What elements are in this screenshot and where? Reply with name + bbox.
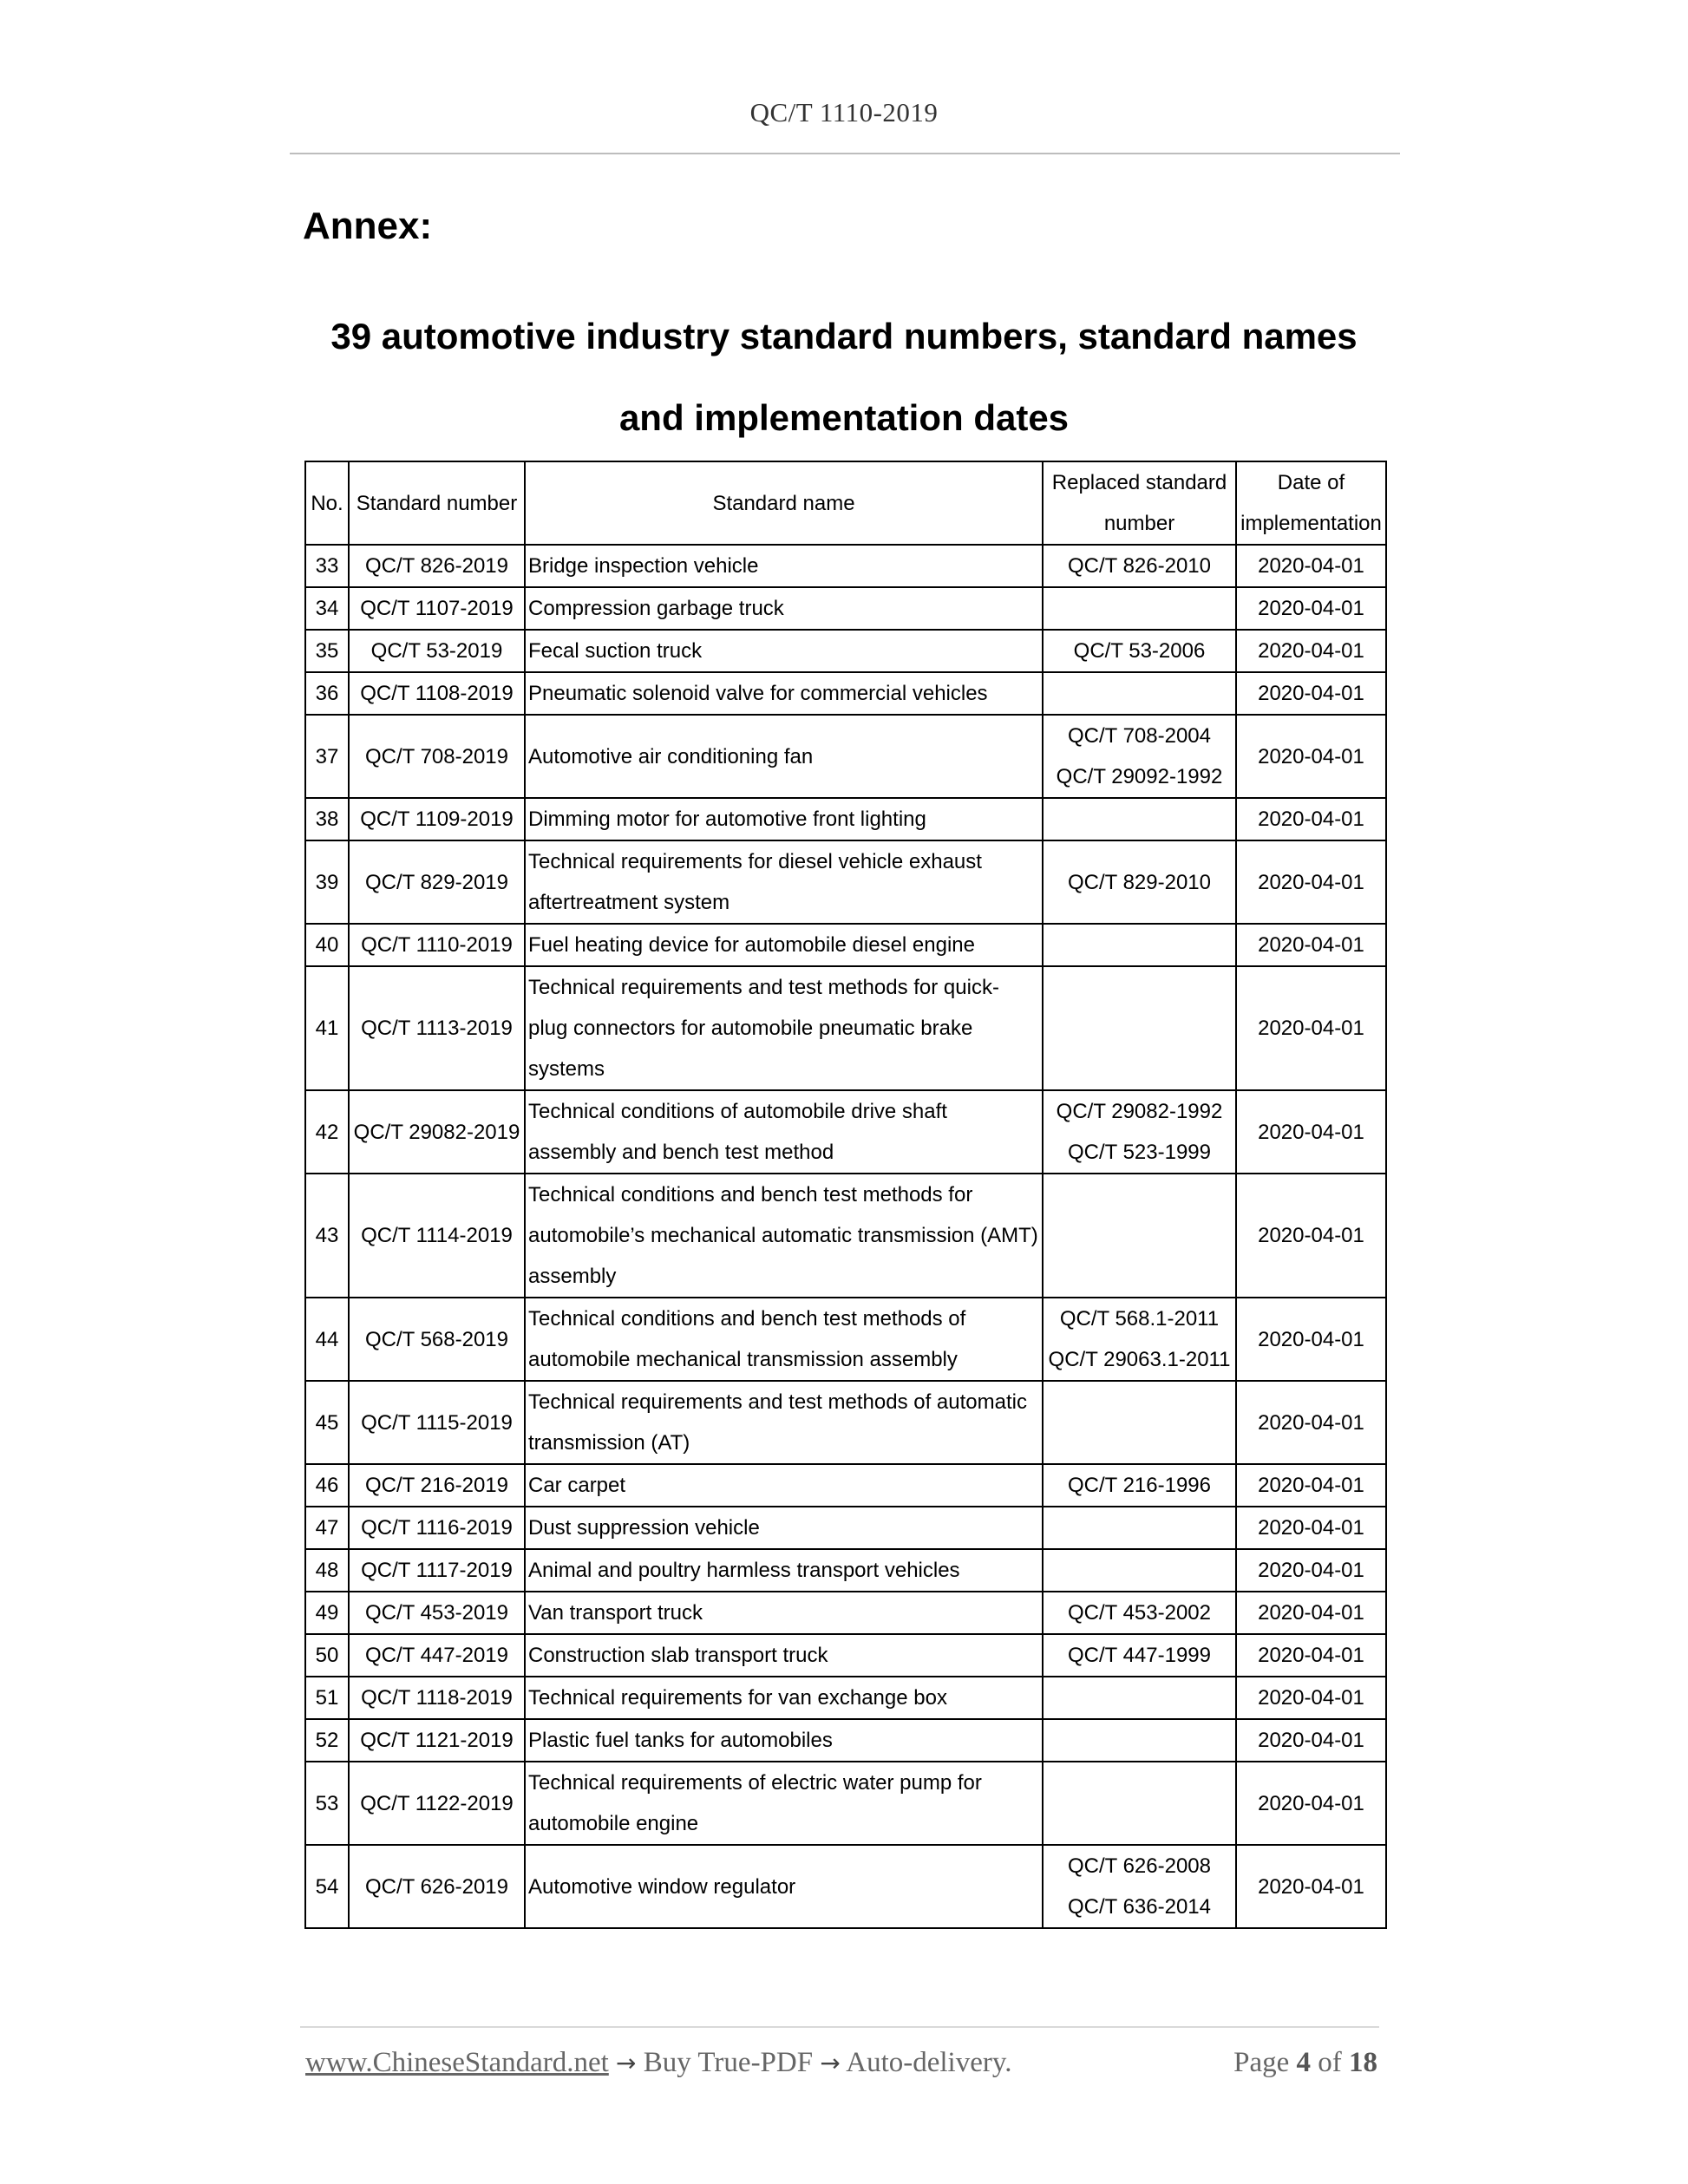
cell-standard-name [525,966,1043,1090]
cell-implementation-date: 2020-04-01 [1236,924,1386,966]
replaced-standard-line: QC/T 53-2006 [1073,639,1206,663]
cell-standard-number: QC/T 1113-2019 [349,966,525,1090]
cell-no: 39 [305,840,349,924]
table-body [305,545,1386,1928]
cell-standard-number: QC/T 1107-2019 [349,587,525,630]
page-indicator [1233,2047,1377,2079]
table-row [305,672,1386,715]
cell-standard-name [525,1298,1043,1381]
table-row [305,1845,1386,1928]
replaced-standard-line: QC/T 523-1999 [1068,1141,1211,1164]
table-row [305,1762,1386,1845]
cell-no: 43 [305,1174,349,1298]
standard-name-line: Technical requirements and test methods for quick- [528,976,999,999]
cell-implementation-date: 2020-04-01 [1236,1634,1386,1677]
column-header-date-line-2: implementation [1240,512,1382,535]
cell-replaced-standard [1043,1464,1236,1507]
cell-standard-name [525,1719,1043,1762]
cell-standard-number: QC/T 216-2019 [349,1464,525,1507]
cell-no: 47 [305,1507,349,1549]
cell-standard-number: QC/T 1114-2019 [349,1174,525,1298]
cell-standard-name [525,798,1043,840]
column-header-date-of-implementation [1236,461,1386,545]
page-label: Page [1233,2047,1290,2078]
cell-no: 50 [305,1634,349,1677]
cell-standard-number: QC/T 708-2019 [349,715,525,798]
cell-standard-number: QC/T 1121-2019 [349,1719,525,1762]
cell-replaced-standard [1043,840,1236,924]
cell-standard-number: QC/T 29082-2019 [349,1090,525,1174]
document-title-line-1: 39 automotive industry standard numbers, standard names [330,316,1358,356]
cell-no: 53 [305,1762,349,1845]
replaced-standard-line: QC/T 636-2014 [1068,1895,1211,1919]
cell-implementation-date: 2020-04-01 [1236,1592,1386,1634]
cell-standard-name [525,715,1043,798]
table-row [305,840,1386,924]
table-row [305,1090,1386,1174]
table-row [305,798,1386,840]
cell-standard-number: QC/T 1118-2019 [349,1677,525,1719]
standard-name-line: Technical requirements for van exchange box [528,1686,947,1710]
cell-standard-name [525,545,1043,587]
arrow-right-icon: → [820,2049,841,2077]
standard-name-line: assembly and bench test method [528,1141,834,1164]
cell-replaced-standard [1043,1174,1236,1298]
cell-standard-name [525,1762,1043,1845]
annex-heading: Annex: [303,205,433,247]
standard-name-line: Dimming motor for automotive front lighting [528,808,926,831]
cell-implementation-date: 2020-04-01 [1236,1298,1386,1381]
cell-replaced-standard [1043,966,1236,1090]
cell-standard-name [525,1677,1043,1719]
document-title-line-2: and implementation dates [618,397,1070,438]
cell-standard-name [525,1381,1043,1464]
replaced-standard-line: QC/T 708-2004 [1068,724,1211,748]
cell-replaced-standard [1043,715,1236,798]
cell-standard-number: QC/T 1109-2019 [349,798,525,840]
cell-standard-name [525,672,1043,715]
cell-standard-number: QC/T 1110-2019 [349,924,525,966]
replaced-standard-line: QC/T 826-2010 [1068,554,1211,578]
cell-no: 40 [305,924,349,966]
cell-replaced-standard [1043,1549,1236,1592]
cell-standard-number: QC/T 453-2019 [349,1592,525,1634]
header-divider [290,153,1400,154]
cell-no: 33 [305,545,349,587]
cell-implementation-date: 2020-04-01 [1236,630,1386,672]
footer-divider [300,2026,1379,2028]
cell-standard-number: QC/T 568-2019 [349,1298,525,1381]
table-row [305,1174,1386,1298]
cell-implementation-date: 2020-04-01 [1236,1677,1386,1719]
cell-replaced-standard [1043,1845,1236,1928]
cell-implementation-date: 2020-04-01 [1236,715,1386,798]
standard-name-line: assembly [528,1265,617,1288]
standard-name-line: automobile mechanical transmission assembly [528,1348,958,1371]
cell-implementation-date: 2020-04-01 [1236,1090,1386,1174]
cell-replaced-standard [1043,1719,1236,1762]
cell-implementation-date: 2020-04-01 [1236,1174,1386,1298]
cell-implementation-date: 2020-04-01 [1236,966,1386,1090]
cell-replaced-standard [1043,1677,1236,1719]
cell-implementation-date: 2020-04-01 [1236,672,1386,715]
standard-name-line: automobile’s mechanical automatic transmission (AMT) [528,1224,1038,1247]
standard-name-line: systems [528,1057,605,1081]
standard-name-line: Fuel heating device for automobile diesel engine [528,933,976,957]
cell-replaced-standard [1043,1090,1236,1174]
standard-name-line: Construction slab transport truck [528,1644,828,1667]
table-row [305,587,1386,630]
table-row [305,1464,1386,1507]
cell-replaced-standard [1043,545,1236,587]
table-row [305,924,1386,966]
replaced-standard-line: QC/T 453-2002 [1068,1601,1211,1625]
standards-table [304,461,1387,1929]
replaced-standard-line: QC/T 29063.1-2011 [1048,1348,1231,1371]
cell-standard-number: QC/T 1122-2019 [349,1762,525,1845]
cell-implementation-date: 2020-04-01 [1236,798,1386,840]
cell-standard-name [525,924,1043,966]
column-header-standard-name: Standard name [525,461,1043,545]
cell-standard-name [525,1592,1043,1634]
standard-name-line: transmission (AT) [528,1431,690,1455]
cell-no: 48 [305,1549,349,1592]
cell-no: 38 [305,798,349,840]
table-row [305,630,1386,672]
standard-name-line: Van transport truck [528,1601,703,1625]
cell-no: 45 [305,1381,349,1464]
table-header-row [305,461,1386,545]
standard-name-line: Car carpet [528,1474,626,1497]
cell-no: 36 [305,672,349,715]
table-row [305,545,1386,587]
cell-standard-number: QC/T 826-2019 [349,545,525,587]
column-header-no: No. [305,461,349,545]
standard-name-line: plug connectors for automobile pneumatic brake [528,1017,973,1040]
cell-replaced-standard [1043,1381,1236,1464]
cell-standard-name [525,1845,1043,1928]
cell-replaced-standard [1043,1507,1236,1549]
table-row [305,1592,1386,1634]
cell-standard-name [525,630,1043,672]
footer-buy-true-pdf: Buy True-PDF [643,2047,814,2078]
cell-standard-number: QC/T 829-2019 [349,840,525,924]
standard-name-line: Technical requirements of electric water pump for [528,1771,982,1795]
standard-name-line: Technical requirements for diesel vehicle exhaust [528,850,982,873]
cell-implementation-date: 2020-04-01 [1236,545,1386,587]
cell-standard-name [525,1090,1043,1174]
cell-standard-number: QC/T 1108-2019 [349,672,525,715]
cell-implementation-date: 2020-04-01 [1236,1549,1386,1592]
replaced-standard-line: QC/T 829-2010 [1068,870,1211,894]
standard-name-line: Bridge inspection vehicle [528,554,759,578]
cell-replaced-standard [1043,587,1236,630]
table-row [305,1549,1386,1592]
cell-replaced-standard [1043,1634,1236,1677]
cell-replaced-standard [1043,1298,1236,1381]
cell-no: 49 [305,1592,349,1634]
cell-implementation-date: 2020-04-01 [1236,1381,1386,1464]
cell-no: 52 [305,1719,349,1762]
footer-auto-delivery: Auto-delivery. [846,2047,1012,2078]
cell-implementation-date: 2020-04-01 [1236,587,1386,630]
cell-standard-name [525,1634,1043,1677]
cell-no: 51 [305,1677,349,1719]
cell-implementation-date: 2020-04-01 [1236,1719,1386,1762]
standard-name-line: Pneumatic solenoid valve for commercial vehicles [528,682,988,705]
column-header-replaced-line-2: number [1103,512,1175,535]
cell-standard-name [525,840,1043,924]
table-row [305,1634,1386,1677]
cell-standard-name [525,1174,1043,1298]
cell-no: 54 [305,1845,349,1928]
table-row [305,1298,1386,1381]
standard-name-line: automobile engine [528,1812,699,1835]
table-row [305,715,1386,798]
column-header-replaced-standard-number [1043,461,1236,545]
standard-name-line: aftertreatment system [528,891,730,914]
cell-standard-name [525,1507,1043,1549]
table-row [305,1381,1386,1464]
page-of-label: of [1318,2047,1342,2078]
column-header-standard-number: Standard number [349,461,525,545]
cell-implementation-date: 2020-04-01 [1236,1845,1386,1928]
cell-replaced-standard [1043,1762,1236,1845]
cell-standard-name [525,1549,1043,1592]
table-row [305,1507,1386,1549]
standard-name-line: Dust suppression vehicle [528,1516,760,1540]
cell-standard-number: QC/T 53-2019 [349,630,525,672]
replaced-standard-line: QC/T 29092-1992 [1056,765,1223,788]
cell-no: 34 [305,587,349,630]
standard-name-line: Fecal suction truck [528,639,703,663]
cell-no: 46 [305,1464,349,1507]
cell-implementation-date: 2020-04-01 [1236,1762,1386,1845]
arrow-right-icon: → [616,2049,637,2077]
standard-name-line: Animal and poultry harmless transport vehicles [528,1559,960,1582]
replaced-standard-line: QC/T 568.1-2011 [1059,1307,1220,1331]
standard-name-line: Plastic fuel tanks for automobiles [528,1729,833,1752]
cell-standard-name [525,587,1043,630]
table-row [305,1677,1386,1719]
table-row [305,966,1386,1090]
cell-no: 41 [305,966,349,1090]
page-footer [305,2047,1377,2079]
cell-standard-number: QC/T 1116-2019 [349,1507,525,1549]
standard-name-line: Compression garbage truck [528,597,784,620]
column-header-replaced-line-1: Replaced standard [1051,471,1227,494]
cell-replaced-standard [1043,630,1236,672]
cell-no: 44 [305,1298,349,1381]
standard-name-line: Automotive window regulator [528,1874,796,1899]
cell-replaced-standard [1043,798,1236,840]
cell-no: 42 [305,1090,349,1174]
cell-no: 35 [305,630,349,672]
cell-replaced-standard [1043,924,1236,966]
cell-standard-name [525,1464,1043,1507]
cell-implementation-date: 2020-04-01 [1236,1507,1386,1549]
cell-replaced-standard [1043,1592,1236,1634]
cell-standard-number: QC/T 1115-2019 [349,1381,525,1464]
page-total: 18 [1349,2047,1377,2078]
replaced-standard-line: QC/T 216-1996 [1068,1474,1211,1497]
cell-replaced-standard [1043,672,1236,715]
cell-standard-number: QC/T 1117-2019 [349,1549,525,1592]
standard-name-line: Technical conditions and bench test methods of [528,1307,966,1331]
cell-no: 37 [305,715,349,798]
standard-name-line: Automotive air conditioning fan [528,744,814,768]
page-current: 4 [1296,2047,1311,2078]
cell-standard-number: QC/T 626-2019 [349,1845,525,1928]
cell-standard-number: QC/T 447-2019 [349,1634,525,1677]
page-header-doc-code: QC/T 1110-2019 [749,97,939,128]
table-row [305,1719,1386,1762]
standard-name-line: Technical conditions and bench test methods for [528,1183,973,1206]
replaced-standard-line: QC/T 447-1999 [1068,1644,1211,1667]
footer-site-link[interactable]: www.ChineseStandard.net [305,2047,609,2078]
standard-name-line: Technical requirements and test methods of automatic [528,1390,1027,1414]
cell-implementation-date: 2020-04-01 [1236,840,1386,924]
standard-name-line: Technical conditions of automobile drive shaft [528,1100,947,1123]
cell-implementation-date: 2020-04-01 [1236,1464,1386,1507]
column-header-date-line-1: Date of [1277,471,1345,494]
replaced-standard-line: QC/T 29082-1992 [1056,1100,1223,1123]
replaced-standard-line: QC/T 626-2008 [1068,1854,1211,1878]
